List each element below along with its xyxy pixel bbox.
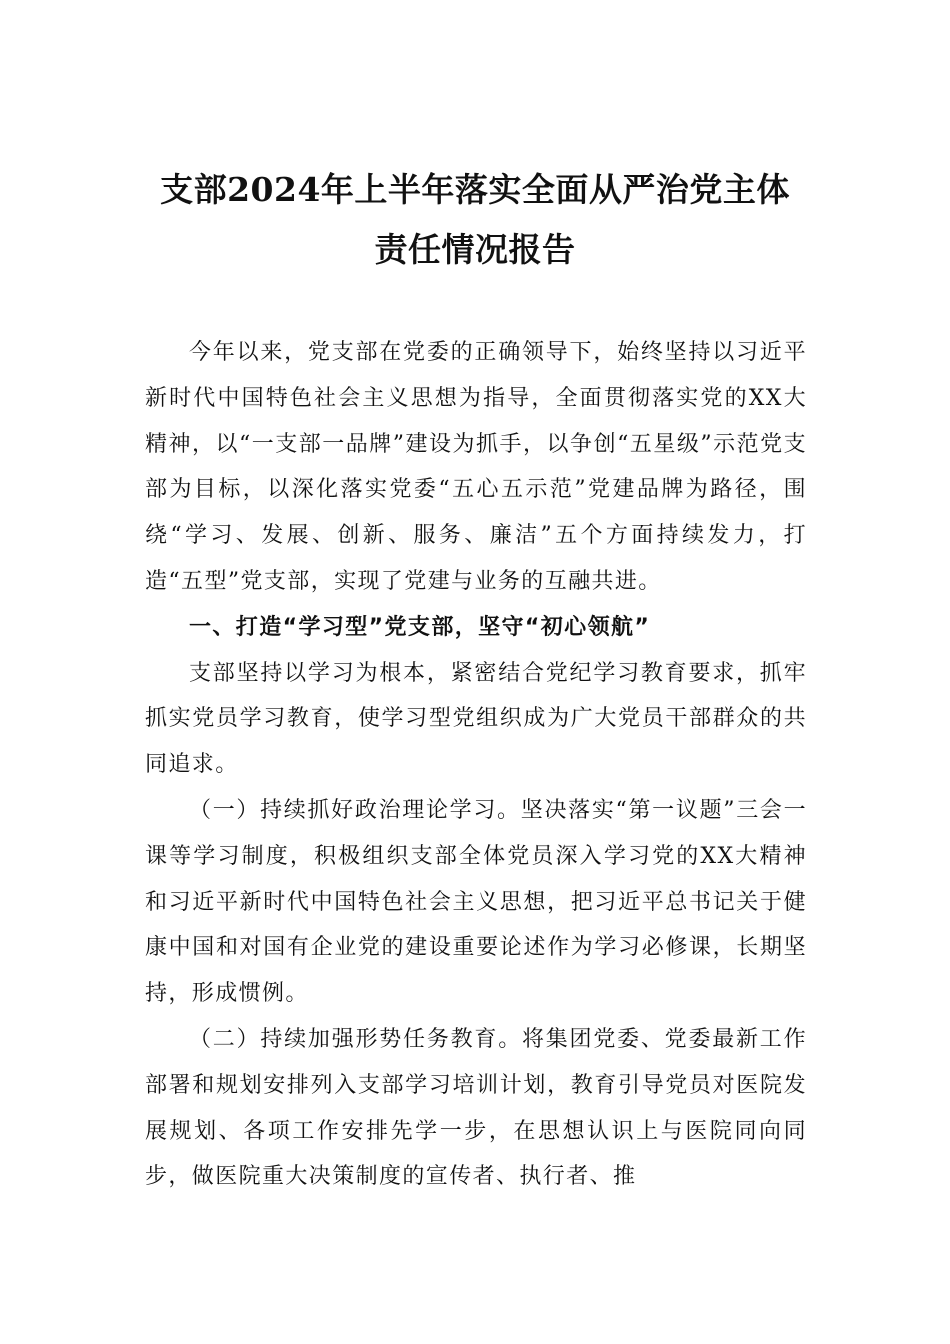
intro-paragraph: 今年以来，党支部在党委的正确领导下，始终坚持以习近平新时代中国特色社会主义思想为指导，全面贯彻落实党的XX大精神，以“一支部一品牌”建设为抓手，以争创“五星级”示范党支部为目标，以深化落实党委“五心五示范”党建品牌为路径，围绕“学习、发展、创新、服务、廉洁”五个方面持续发力，打造“五型”党支部，实现了党建与业务的互融共进。 — [145, 340, 807, 594]
section-1-paragraph: 支部坚持以学习为根本，紧密结合党纪学习教育要求，抓牢抓实党员学习教育，使学习型党组织成为广大党员干部群众的共同追求。 — [145, 660, 807, 778]
section-heading-1: 一、打造“学习型”党支部，坚守“初心领航” — [189, 614, 651, 640]
title-line-2: 责任情况报告 — [374, 230, 576, 269]
subsection-2-paragraph: （二）持续加强形势任务教育。将集团党委、党委最新工作部署和规划安排列入支部学习培训计划，教育引导党员对医院发展规划、各项工作安排先学一步，在思想认识上与医院同向同步，做医院重大决策制度的宣传者、执行者、推 — [145, 1026, 807, 1190]
document-body — [145, 330, 807, 1200]
document-title — [145, 160, 805, 280]
title-line-1: 支部2024年上半年落实全面从严治党主体 — [160, 170, 790, 209]
subsection-1-paragraph: （一）持续抓好政治理论学习。坚决落实“第一议题”三会一课等学习制度，积极组织支部全体党员深入学习党的XX大精神和习近平新时代中国特色社会主义思想，把习近平总书记关于健康中国和对国有企业党的建设重要论述作为学习必修课，长期坚持，形成惯例。 — [145, 797, 807, 1007]
